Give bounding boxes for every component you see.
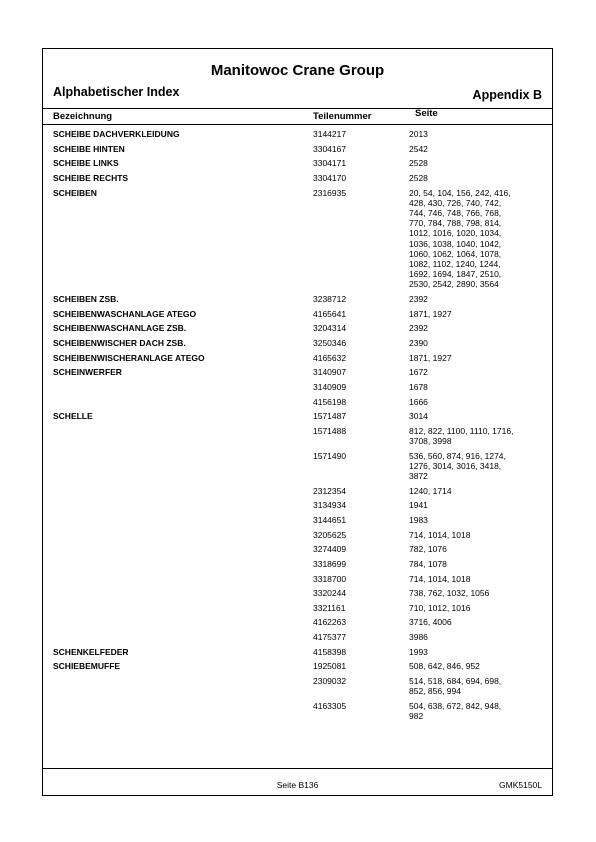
- entry-page-line: 1871, 1927: [409, 308, 452, 319]
- entry-page-line: 982: [409, 711, 424, 722]
- table-row: [43, 188, 552, 290]
- entry-pages: [409, 411, 529, 421]
- entry-pages: [409, 500, 529, 510]
- table-row: [43, 411, 552, 421]
- entry-pages: [409, 144, 529, 154]
- entry-pages: [409, 617, 529, 627]
- entry-name: [43, 676, 303, 696]
- entry-page-line: 3014: [409, 411, 428, 422]
- column-header-part: Teilenummer: [313, 111, 372, 122]
- table-row: [43, 367, 552, 377]
- entry-page-line: 514, 518, 684, 694, 698,: [409, 676, 502, 687]
- entry-pages: [409, 486, 529, 496]
- entry-part-number: 3318700: [313, 573, 347, 584]
- entry-page-line: 1666: [409, 396, 428, 407]
- entry-name: SCHEIBENWASCHANLAGE ZSB.: [53, 323, 187, 334]
- entry-page-line: 1240, 1714: [409, 485, 452, 496]
- entry-page-line: 1672: [409, 367, 428, 378]
- entry-name: [43, 701, 303, 721]
- table-row: [43, 676, 552, 696]
- entry-page-line: 1012, 1016, 1020, 1034,: [409, 228, 502, 239]
- entry-part-number: 3134934: [313, 500, 347, 511]
- entry-page-line: 1993: [409, 646, 428, 657]
- entry-name: [43, 632, 303, 642]
- table-row: [43, 530, 552, 540]
- entry-pages: [409, 661, 529, 671]
- entry-part-number: 3144651: [313, 514, 347, 525]
- entry-name: [43, 382, 303, 392]
- entry-name: SCHEIBENWISCHER DACH ZSB.: [53, 337, 186, 348]
- table-row: [43, 588, 552, 598]
- index-subtitle: Alphabetischer Index: [53, 85, 180, 99]
- entry-part-number: 1571488: [313, 425, 347, 436]
- page-frame: [42, 48, 553, 796]
- entry-part-number: 4165632: [313, 352, 347, 363]
- table-row: [43, 632, 552, 642]
- entry-name: SCHEINWERFER: [53, 367, 122, 378]
- entry-part-number: 3140909: [313, 381, 347, 392]
- entry-part-number: 3304170: [313, 172, 347, 183]
- footer-page-number: Seite B136: [276, 780, 319, 790]
- entry-pages: [409, 367, 529, 377]
- entry-page-line: 3872: [409, 471, 428, 482]
- entry-page-line: 3986: [409, 632, 428, 643]
- table-row: [43, 294, 552, 304]
- entry-page-line: 1692, 1694, 1847, 2510,: [409, 269, 502, 280]
- index-table: [43, 129, 552, 726]
- table-row: [43, 544, 552, 554]
- entry-page-line: 536, 560, 874, 916, 1274,: [409, 450, 506, 461]
- entry-name: SCHENKELFEDER: [53, 646, 129, 657]
- entry-pages: [409, 158, 529, 168]
- table-row: [43, 617, 552, 627]
- entry-name: [43, 530, 303, 540]
- entry-page-line: 2528: [409, 158, 428, 169]
- entry-page-line: 2390: [409, 337, 428, 348]
- entry-part-number: 3320244: [313, 588, 347, 599]
- entry-page-line: 2392: [409, 294, 428, 305]
- column-header-name: Bezeichnung: [53, 111, 113, 122]
- entry-pages: [409, 338, 529, 348]
- table-row: [43, 397, 552, 407]
- table-row: [43, 603, 552, 613]
- entry-page-line: 1678: [409, 381, 428, 392]
- entry-page-line: 744, 746, 748, 766, 768,: [409, 207, 502, 218]
- entry-part-number: 3144217: [313, 129, 347, 139]
- entry-pages: [409, 294, 529, 304]
- entry-name: [43, 603, 303, 613]
- table-row: [43, 500, 552, 510]
- column-header-page: Seite: [415, 108, 438, 119]
- entry-pages: [409, 309, 529, 319]
- entry-page-line: 1036, 1038, 1040, 1042,: [409, 238, 502, 249]
- entry-name: SCHEIBE HINTEN: [53, 143, 125, 154]
- entry-pages: [409, 647, 529, 657]
- entry-name: [43, 426, 303, 446]
- entry-part-number: 1571487: [313, 411, 347, 422]
- entry-pages: [409, 129, 529, 139]
- entry-part-number: 3205625: [313, 529, 347, 540]
- entry-part-number: 3250346: [313, 337, 347, 348]
- entry-name: [43, 574, 303, 584]
- table-row: [43, 173, 552, 183]
- entry-name: [43, 544, 303, 554]
- table-row: [43, 515, 552, 525]
- entry-page-line: 770, 784, 788, 798, 814,: [409, 218, 502, 229]
- entry-part-number: 4163305: [313, 700, 347, 711]
- document-title: Manitowoc Crane Group: [210, 62, 385, 79]
- entry-pages: [409, 382, 529, 392]
- entry-part-number: 1925081: [313, 661, 347, 672]
- table-row: [43, 309, 552, 319]
- entry-pages: [409, 397, 529, 407]
- table-row: [43, 129, 552, 139]
- entry-part-number: 3204314: [313, 323, 347, 334]
- entry-pages: [409, 353, 529, 363]
- entry-page-line: 428, 430, 726, 740, 742,: [409, 197, 502, 208]
- entry-name: SCHIEBEMUFFE: [53, 661, 121, 672]
- entry-page-line: 3716, 4006: [409, 617, 452, 628]
- entry-name: SCHEIBE LINKS: [53, 158, 119, 169]
- table-row: [43, 382, 552, 392]
- entry-pages: [409, 701, 529, 721]
- entry-page-line: 1060, 1062, 1064, 1078,: [409, 248, 502, 259]
- entry-page-line: 710, 1012, 1016: [409, 602, 471, 613]
- entry-page-line: 812, 822, 1100, 1110, 1716,: [409, 425, 514, 436]
- entry-page-line: 2013: [409, 129, 428, 139]
- entry-part-number: 3304167: [313, 143, 347, 154]
- table-row: [43, 426, 552, 446]
- entry-name: SCHEIBE RECHTS: [53, 172, 129, 183]
- entry-page-line: 2530, 2542, 2890, 3564: [409, 279, 499, 290]
- entry-page-line: 1983: [409, 514, 428, 525]
- table-row: [43, 338, 552, 348]
- entry-part-number: 4158398: [313, 646, 347, 657]
- entry-page-line: 784, 1078: [409, 558, 447, 569]
- entry-part-number: 4156198: [313, 396, 347, 407]
- entry-name: [43, 451, 303, 482]
- entry-pages: [409, 426, 529, 446]
- table-row: [43, 144, 552, 154]
- entry-page-line: 1871, 1927: [409, 352, 452, 363]
- entry-part-number: 3304171: [313, 158, 347, 169]
- entry-pages: [409, 515, 529, 525]
- entry-name: SCHELLE: [53, 411, 93, 422]
- table-row: [43, 661, 552, 671]
- entry-part-number: 3238712: [313, 294, 347, 305]
- entry-part-number: 2316935: [313, 187, 347, 198]
- entry-page-line: 504, 638, 672, 842, 948,: [409, 700, 502, 711]
- entry-page-line: 782, 1076: [409, 544, 447, 555]
- entry-page-line: 852, 856, 994: [409, 686, 461, 697]
- entry-pages: [409, 632, 529, 642]
- entry-page-line: 738, 762, 1032, 1056: [409, 588, 490, 599]
- entry-page-line: 2392: [409, 323, 428, 334]
- table-row: [43, 158, 552, 168]
- table-row: [43, 353, 552, 363]
- entry-page-line: 20, 54, 104, 156, 242, 416,: [409, 187, 511, 198]
- entry-part-number: 2309032: [313, 676, 347, 687]
- table-row: [43, 559, 552, 569]
- table-row: [43, 574, 552, 584]
- entry-page-line: 1082, 1102, 1240, 1244,: [409, 258, 501, 269]
- entry-page-line: 1941: [409, 500, 428, 511]
- table-row: [43, 647, 552, 657]
- entry-pages: [409, 603, 529, 613]
- table-row: [43, 701, 552, 721]
- footer-model: GMK5150L: [499, 780, 542, 790]
- header-divider: [43, 108, 552, 109]
- entry-pages: [409, 574, 529, 584]
- entry-page-line: 3708, 3998: [409, 436, 452, 446]
- entry-name: SCHEIBE DACHVERKLEIDUNG: [53, 129, 180, 139]
- entry-name: [43, 588, 303, 598]
- entry-part-number: 1571490: [313, 450, 347, 461]
- entry-page-line: 714, 1014, 1018: [409, 573, 471, 584]
- entry-pages: [409, 676, 529, 696]
- entry-name: SCHEIBENWISCHERANLAGE ATEGO: [53, 352, 205, 363]
- appendix-label: Appendix B: [472, 88, 542, 102]
- entry-name: [43, 515, 303, 525]
- entry-name: [43, 559, 303, 569]
- entry-part-number: 3274409: [313, 544, 347, 555]
- entry-name: SCHEIBEN ZSB.: [53, 294, 119, 305]
- entry-part-number: 4162263: [313, 617, 347, 628]
- entry-part-number: 4175377: [313, 632, 347, 643]
- table-row: [43, 451, 552, 482]
- table-row: [43, 486, 552, 496]
- table-row: [43, 323, 552, 333]
- entry-part-number: 3140907: [313, 367, 347, 378]
- entry-name: [43, 500, 303, 510]
- entry-pages: [409, 188, 529, 290]
- entry-page-line: 508, 642, 846, 952: [409, 661, 480, 672]
- entry-page-line: 1276, 3014, 3016, 3418,: [409, 460, 502, 471]
- entry-page-line: 2542: [409, 143, 428, 154]
- entry-part-number: 4165641: [313, 308, 347, 319]
- entry-page-line: 714, 1014, 1018: [409, 529, 471, 540]
- entry-name: [43, 397, 303, 407]
- entry-name: [43, 486, 303, 496]
- entry-page-line: 2528: [409, 172, 428, 183]
- entry-pages: [409, 323, 529, 333]
- entry-pages: [409, 588, 529, 598]
- footer-divider: [43, 768, 552, 769]
- entry-pages: [409, 559, 529, 569]
- entry-pages: [409, 544, 529, 554]
- entry-name: [43, 617, 303, 627]
- entry-name: SCHEIBENWASCHANLAGE ATEGO: [53, 308, 197, 319]
- entry-pages: [409, 451, 529, 482]
- entry-pages: [409, 173, 529, 183]
- column-header-divider: [43, 124, 552, 125]
- entry-pages: [409, 530, 529, 540]
- entry-name: SCHEIBEN: [53, 187, 97, 198]
- entry-part-number: 3321161: [313, 602, 346, 613]
- entry-part-number: 2312354: [313, 485, 347, 496]
- entry-part-number: 3318699: [313, 558, 347, 569]
